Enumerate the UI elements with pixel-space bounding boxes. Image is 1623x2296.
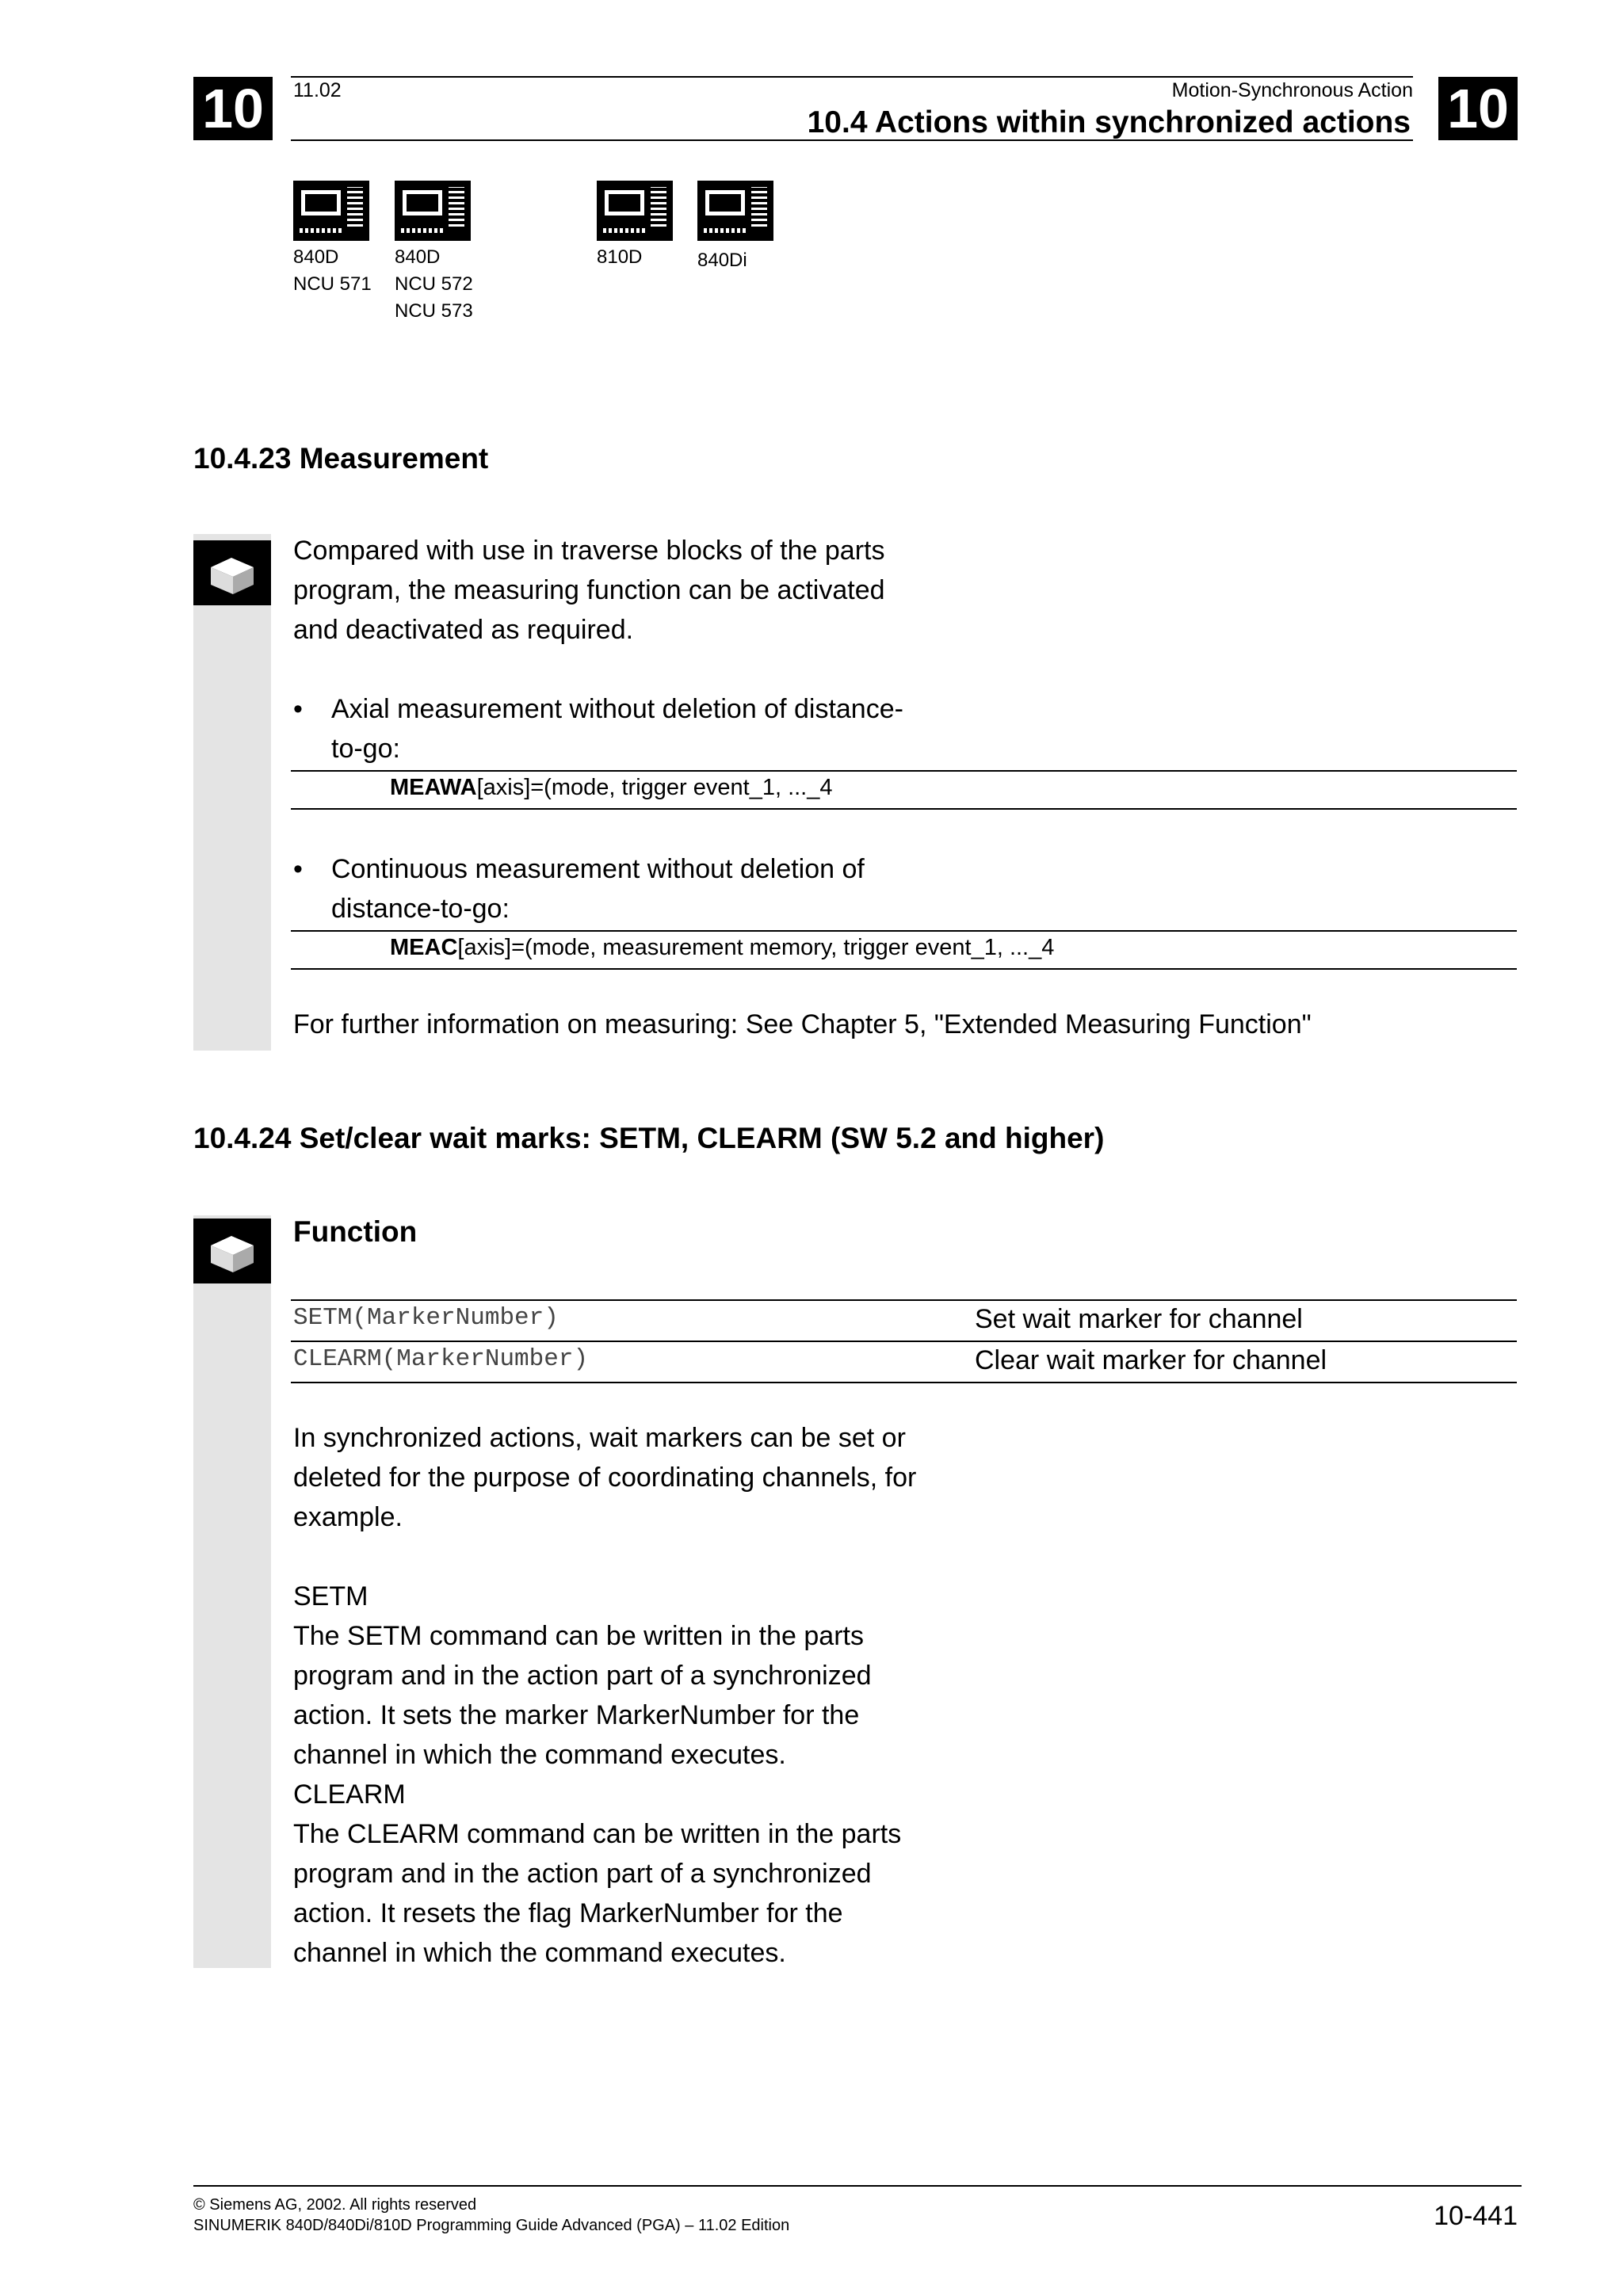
code-meac: MEAC[axis]=(mode, measurement memory, trigger event_1, ..._4: [390, 935, 1055, 960]
margin-bar: [193, 534, 271, 1051]
code-rule: [291, 930, 1517, 932]
wait-marks-details: SETM The SETM command can be written in the parts program and in the action part of a synchronized action. It sets the marker MarkerNumber for the channel in which the command executes. CLEARM The CLEARM command can be written in the parts program and in the action part of a synchronized action. It resets the flag MarkerNumber for the channel in which the command executes.: [293, 1581, 902, 1968]
header-section-title: Motion-Synchronous Action: [1171, 79, 1413, 101]
chapter-badge-left: 10: [193, 77, 273, 140]
code-rule: [291, 770, 1517, 772]
control-panel-icon: [395, 181, 471, 241]
header-date: 11.02: [293, 79, 342, 101]
header-rule-top: [291, 76, 1413, 78]
syntax-setm: SETM(MarkerNumber): [293, 1304, 559, 1332]
desc-setm: Set wait marker for channel: [975, 1304, 1303, 1334]
function-icon: [193, 540, 271, 605]
wait-marks-intro: In synchronized actions, wait markers can be set or deleted for the purpose of coordinating channels, for example.: [293, 1423, 917, 1532]
function-icon: [193, 1219, 271, 1283]
syntax-clearm: CLEARM(MarkerNumber): [293, 1345, 589, 1373]
control-panel-icon: [597, 181, 673, 241]
control-label: 810D: [597, 246, 643, 268]
measurement-intro: Compared with use in traverse blocks of the parts program, the measuring function can be activated and deactivated as required.: [293, 536, 885, 645]
function-heading: Function: [293, 1215, 418, 1248]
table-rule: [291, 1382, 1517, 1383]
table-rule: [291, 1299, 1517, 1301]
header-rule-bottom: [291, 139, 1413, 141]
control-panel-icon: [293, 181, 369, 241]
section-heading-wait-marks: 10.4.24 Set/clear wait marks: SETM, CLEARM (SW 5.2 and higher): [193, 1122, 1105, 1154]
code-meawa: MEAWA[axis]=(mode, trigger event_1, ..._4: [390, 775, 833, 800]
margin-bar: [193, 1215, 271, 1968]
chapter-badge-right: 10: [1438, 77, 1518, 140]
table-rule: [291, 1341, 1517, 1342]
cube-icon: [204, 1228, 260, 1276]
control-panel-icon: [697, 181, 773, 241]
footer-rule: [193, 2185, 1522, 2187]
control-label: 840D NCU 572 NCU 573: [395, 246, 473, 322]
section-heading-measurement: 10.4.23 Measurement: [193, 442, 489, 475]
footer-copyright: © Siemens AG, 2002. All rights reserved: [193, 2196, 477, 2214]
page-number: 10-441: [1434, 2201, 1518, 2231]
code-rule: [291, 808, 1517, 810]
footer-doc-title: SINUMERIK 840D/840Di/810D Programming Guide Advanced (PGA) – 11.02 Edition: [193, 2217, 790, 2234]
control-label: 840Di: [697, 250, 747, 271]
header-subsection-title: 10.4 Actions within synchronized actions: [807, 105, 1411, 139]
cube-icon: [204, 550, 260, 597]
measurement-note: For further information on measuring: See Chapter 5, "Extended Measuring Function": [293, 1009, 1312, 1039]
code-rule: [291, 968, 1517, 970]
control-label: 840D NCU 571: [293, 246, 372, 295]
desc-clearm: Clear wait marker for channel: [975, 1345, 1327, 1375]
